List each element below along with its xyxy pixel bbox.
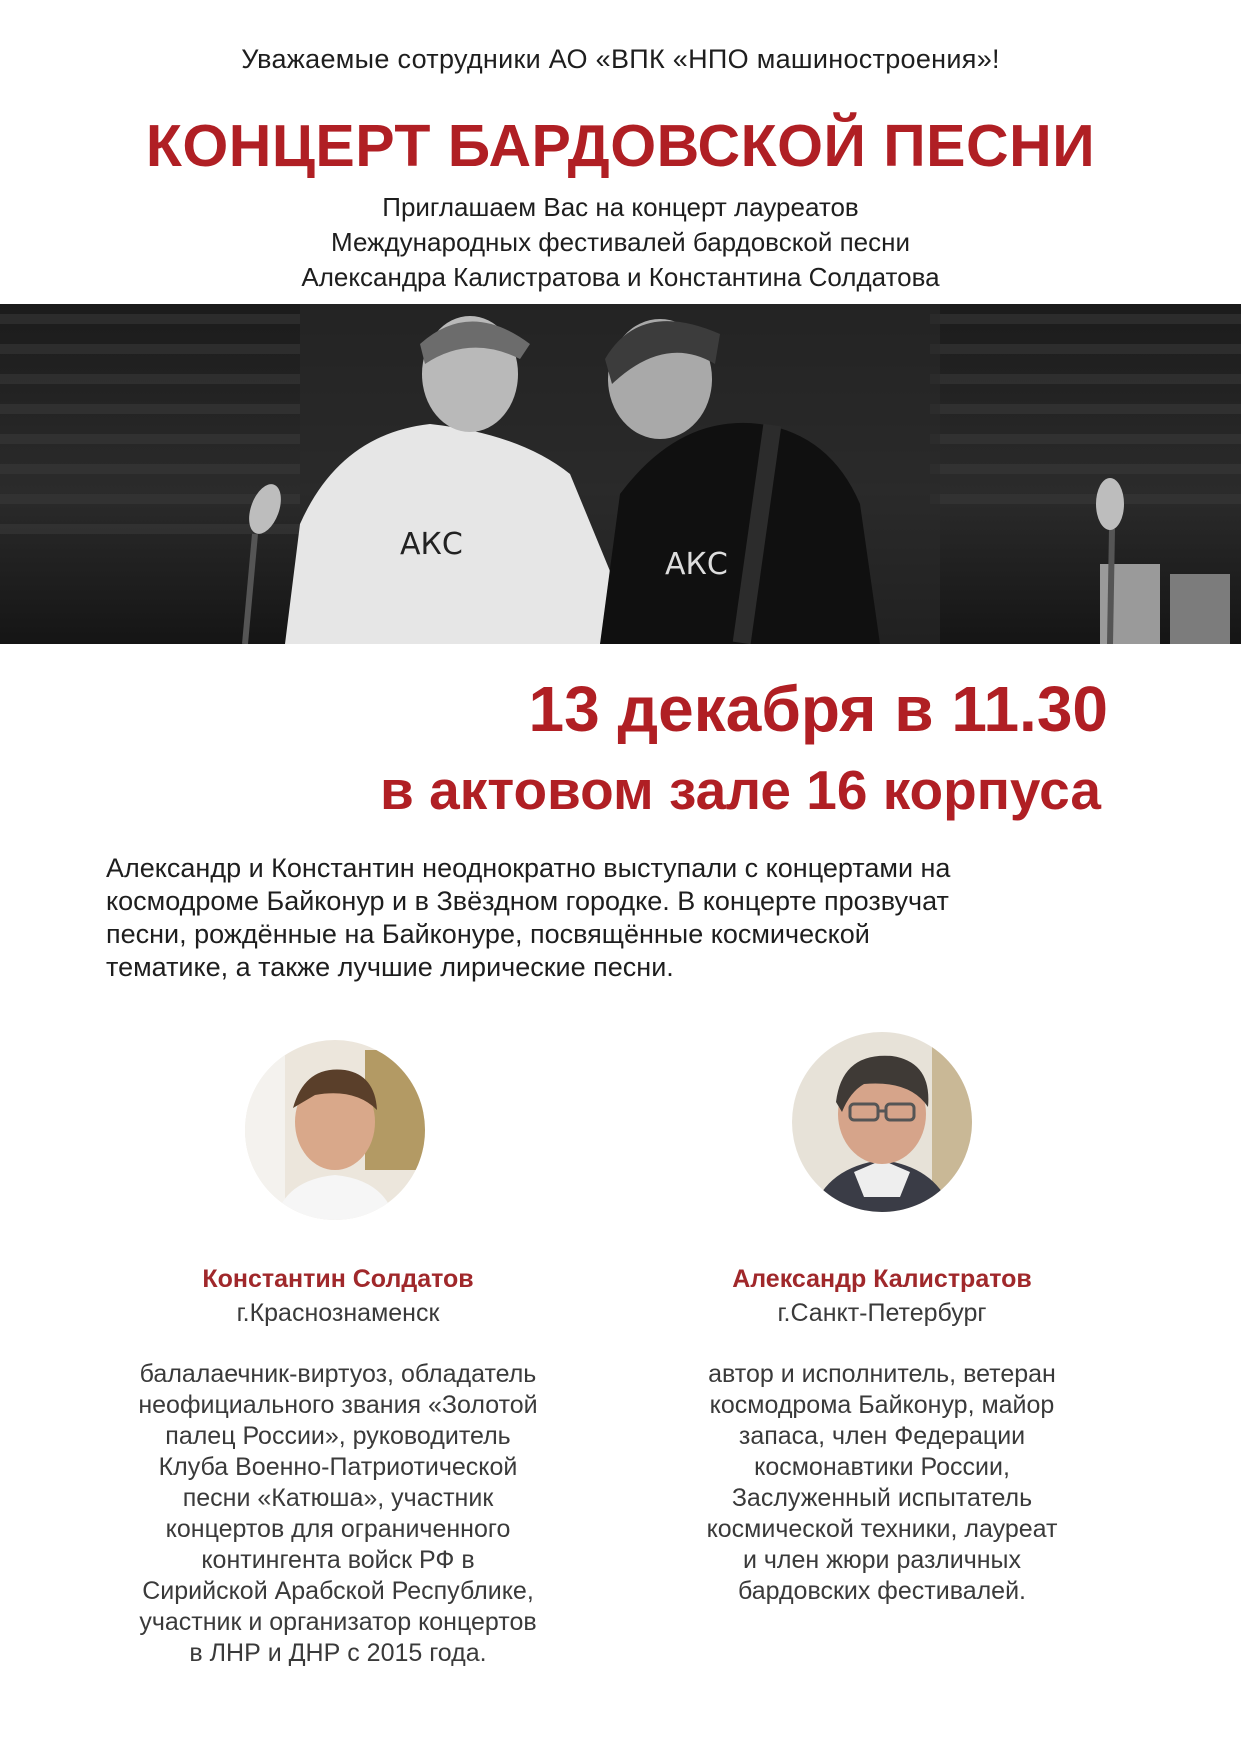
concert-description: [106, 852, 1146, 984]
bio-line: космодрома Байконур, майор: [709, 1391, 1055, 1419]
invitation-text: [0, 190, 1241, 295]
performer-bio: [78, 1359, 598, 1669]
event-place: в актовом зале 16 корпуса: [380, 759, 1101, 821]
portrait-kalistratov: [792, 1032, 972, 1212]
hero-illustration: [0, 304, 1241, 644]
bio-line: неофициального звания «Золотой: [138, 1391, 538, 1419]
invitation-line: Международных фестивалей бардовской песни: [331, 227, 910, 257]
description-line: космодроме Байконур и в Звёздном городке. В концерте прозвучат: [106, 886, 949, 916]
bio-line: автор и исполнитель, ветеран: [708, 1360, 1056, 1388]
performer-city: г.Краснознаменск: [236, 1299, 440, 1327]
bio-line: Сирийской Арабской Республике,: [142, 1577, 534, 1605]
bio-line: контингента войск РФ в: [201, 1546, 475, 1574]
performer-bio: [622, 1359, 1142, 1607]
bio-line: запаса, член Федерации: [738, 1422, 1026, 1450]
bio-line: концертов для ограниченного: [165, 1515, 511, 1543]
invitation-line: Приглашаем Вас на концерт лауреатов: [382, 192, 859, 222]
performer-name: Александр Калистратов: [732, 1265, 1032, 1293]
performer-name: Константин Солдатов: [202, 1265, 474, 1293]
performer-card-soldatov: [78, 1263, 598, 1669]
bio-line: участник и организатор концертов: [139, 1608, 537, 1636]
bio-line: в ЛНР и ДНР с 2015 года.: [189, 1639, 487, 1667]
bio-line: бардовских фестивалей.: [737, 1577, 1026, 1605]
portrait-soldatov: [245, 1040, 425, 1220]
bio-line: Заслуженный испытатель: [731, 1484, 1033, 1512]
bio-line: палец России», руководитель: [165, 1422, 511, 1450]
bio-line: балалаечник-виртуоз, обладатель: [139, 1360, 537, 1388]
performer-city: г.Санкт-Петербург: [777, 1299, 987, 1327]
bio-line: Клуба Военно-Патриотической: [158, 1453, 518, 1481]
shirt-text-left: АКС: [400, 527, 463, 562]
page-title: КОНЦЕРТ БАРДОВСКОЙ ПЕСНИ: [145, 113, 1096, 179]
greeting: Уважаемые сотрудники АО «ВПК «НПО машиностроения»!: [241, 44, 1000, 74]
description-line: песни, рождённые на Байконуре, посвящённые космической: [106, 919, 870, 949]
bio-line: космонавтики России,: [754, 1453, 1010, 1481]
description-line: Александр и Константин неоднократно выступали с концертами на: [106, 853, 951, 883]
invitation-line: Александра Калистратова и Константина Солдатова: [301, 262, 940, 292]
bio-line: и член жюри различных: [742, 1546, 1022, 1574]
description-line: тематике, а также лучшие лирические песни.: [106, 952, 674, 982]
event-date-time: 13 декабря в 11.30: [528, 673, 1108, 745]
hero-photo: [0, 304, 1241, 644]
shirt-text-right: АКС: [665, 547, 728, 582]
bio-line: космической техники, лауреат: [706, 1515, 1058, 1543]
bio-line: песни «Катюша», участник: [182, 1484, 494, 1512]
performer-card-kalistratov: [622, 1263, 1142, 1607]
